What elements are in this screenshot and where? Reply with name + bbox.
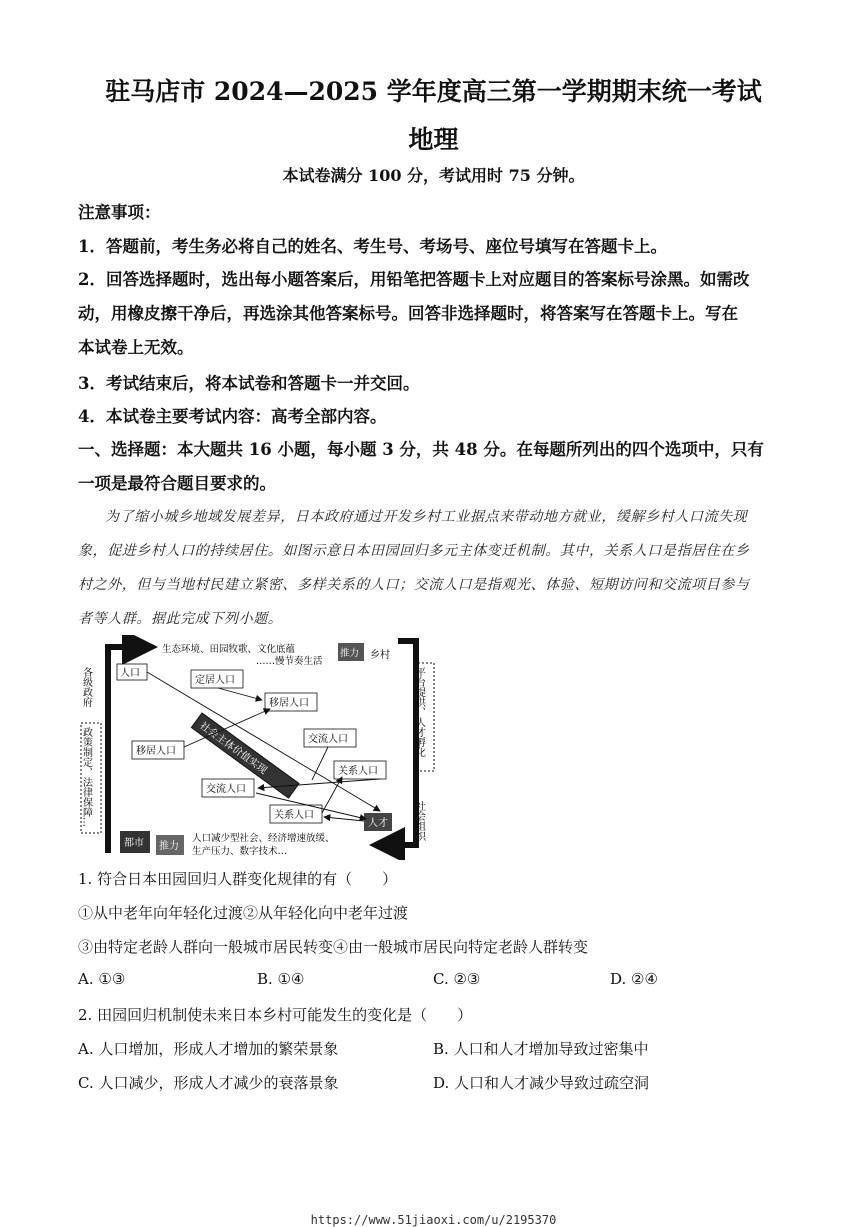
left-bottom-vertical-text: 政策制定、法律保障… — [80, 727, 92, 827]
settled-label: 定居人口 — [195, 675, 235, 686]
talent-label: 人才 — [368, 818, 388, 829]
city-label: 都市 — [124, 838, 144, 849]
section-heading-line-1: 一、选择题：本大题共 16 小题，每小题 3 分，共 48 分。在每题所列出的四个选项中，只有 — [78, 440, 764, 459]
note-item-2-line-1: 2．回答选择题时，选出每小题答案后，用铅笔把答题卡上对应题目的答案标号涂黑。如需改 — [78, 270, 750, 289]
subject-title: 地理 — [408, 125, 459, 154]
question-2-option-d[interactable]: D. 人口和人才减少导致过疏空洞 — [433, 1074, 650, 1092]
passage-line-1: 为了缩小城乡地域发展差异，日本政府通过开发乡村工业据点来带动地方就业，缓解乡村人口流失现 — [105, 509, 748, 525]
question-1-statements-line-2: ③由特定老龄人群向一般城市居民转变④由一般城市居民向特定老龄人群转变 — [78, 938, 589, 956]
right-bottom-vertical-text: 社会组织 — [413, 801, 425, 841]
mechanism-diagram — [80, 635, 442, 860]
left-top-vertical-text: 各级政府 — [80, 667, 92, 707]
footer-url[interactable]: https://www.51jiaoxi.com/u/2195370 — [310, 1213, 557, 1227]
push-bottom-label: 推力 — [159, 841, 179, 852]
relation-top-label: 关系人口 — [338, 766, 378, 777]
note-item-3: 3．考试结束后，将本试卷和答题卡一并交回。 — [78, 374, 420, 393]
question-1-option-b[interactable]: B. ①④ — [257, 970, 305, 988]
question-1-stem: 1. 符合日本田园回归人群变化规律的有（ ） — [78, 870, 398, 888]
center-band-label: 社会主体价值实现 — [197, 720, 269, 777]
question-1-option-d[interactable]: D. ②④ — [610, 970, 658, 988]
question-1-option-c[interactable]: C. ②③ — [433, 970, 481, 988]
diagram-bottom-text-2: 生产压力、数字技术… — [192, 846, 288, 857]
exam-title: 驻马店市 2024—2025 学年度高三第一学期期末统一考试 — [105, 77, 762, 106]
passage-line-2: 象，促进乡村人口的持续居住。如图示意日本田园回归多元主体变迁机制。其中，关系人口是指居住在乡 — [78, 543, 750, 559]
question-2-option-a[interactable]: A. 人口增加，形成人才增加的繁荣景象 — [78, 1040, 339, 1058]
question-1-option-a[interactable]: A. ①③ — [78, 970, 126, 988]
question-2-option-c[interactable]: C. 人口减少，形成人才减少的衰落景象 — [78, 1074, 339, 1092]
note-item-2-line-3: 本试卷上无效。 — [78, 338, 194, 357]
push-top-label: 推力 — [340, 648, 360, 659]
note-item-2-line-2: 动，用橡皮擦干净后，再选涂其他答案标号。回答非选择题时，将答案写在答题卡上。写在 — [78, 304, 738, 323]
relation-bottom-label: 关系人口 — [274, 810, 314, 821]
diagram-top-text-1: 生态环境、田园牧歌、文化底蕴 — [162, 644, 296, 655]
passage-line-4: 者等人群。据此完成下列小题。 — [78, 611, 283, 627]
settled-to-movedin-arrow — [218, 688, 262, 700]
moved-label: 移居人口 — [136, 746, 176, 757]
section-heading-line-2: 一项是最符合题目要求的。 — [78, 474, 276, 493]
notes-heading: 注意事项： — [78, 203, 161, 222]
village-label: 乡村 — [370, 650, 390, 661]
question-2-stem: 2. 田园回归机制使未来日本乡村可能发生的变化是（ ） — [78, 1006, 473, 1024]
diagram-top-text-2: ……慢节奏生活 — [256, 656, 323, 667]
pop-label: 人口 — [120, 668, 140, 679]
note-item-1: 1．答题前，考生务必将自己的姓名、考生号、考场号、座位号填写在答题卡上。 — [78, 237, 667, 256]
score-note: 本试卷满分 100 分，考试用时 75 分钟。 — [282, 166, 585, 185]
passage-line-3: 村之外，但与当地村民建立紧密、多样关系的人口；交流人口是指观光、体验、短期访问和交流项目参与 — [78, 577, 750, 593]
talent-to-relation-arrow — [324, 817, 364, 821]
right-top-vertical-text: 平台提供、人才孵化… — [413, 667, 425, 767]
diagram-bottom-text-1: 人口减少型社会、经济增速放缓、 — [192, 833, 335, 844]
exchange-top-label: 交流人口 — [308, 734, 348, 745]
question-2-option-b[interactable]: B. 人口和人才增加导致过密集中 — [433, 1040, 649, 1058]
question-1-statements-line-1: ①从中老年向年轻化过渡②从年轻化向中老年过渡 — [78, 904, 409, 922]
note-item-4: 4．本试卷主要考试内容：高考全部内容。 — [78, 407, 387, 426]
moved-in-label: 移居人口 — [269, 698, 309, 709]
exchange-bottom-label: 交流人口 — [206, 784, 246, 795]
